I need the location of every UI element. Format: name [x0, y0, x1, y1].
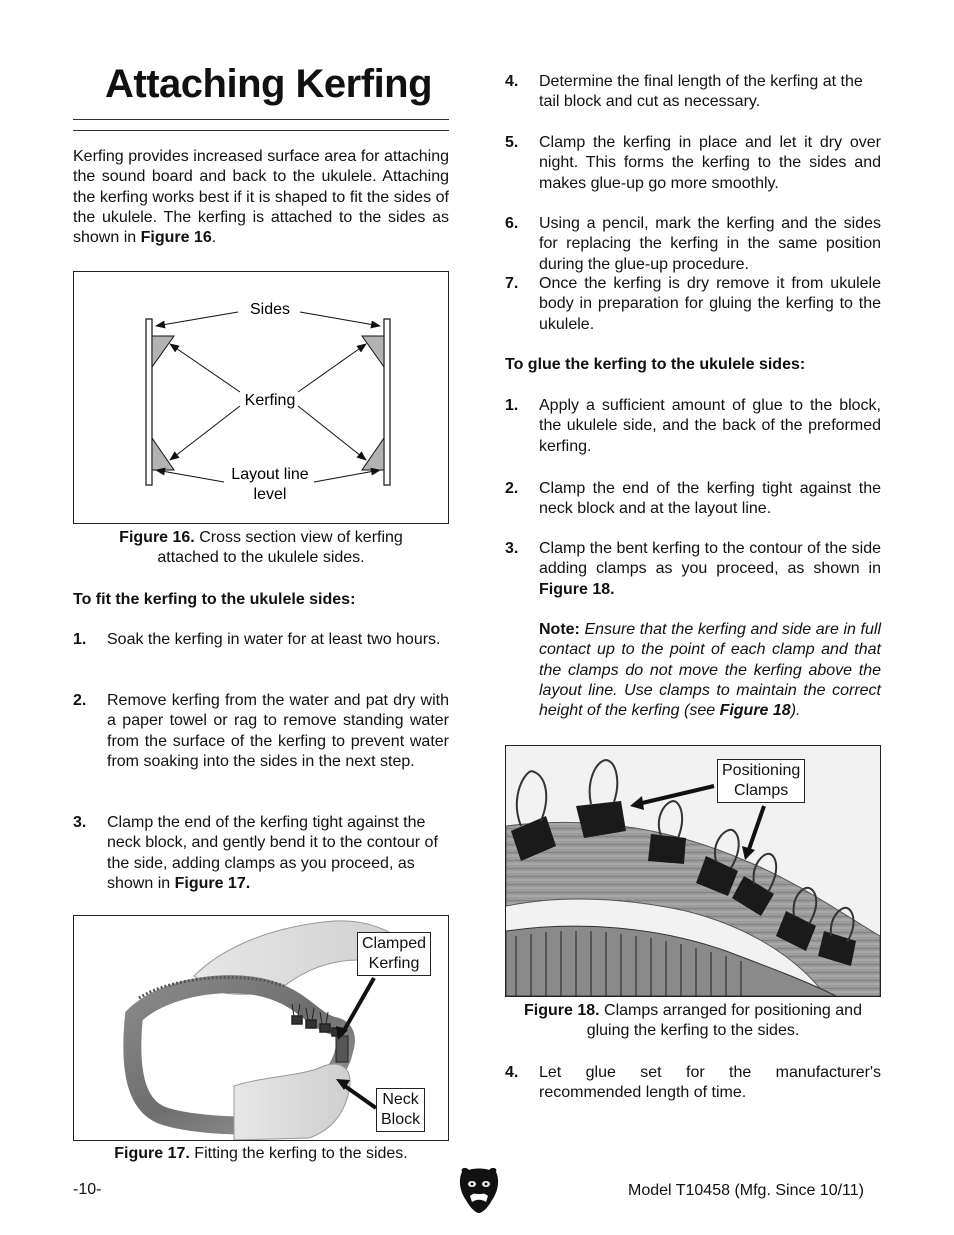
figure-16-diagram	[73, 271, 449, 524]
intro-figure-ref: Figure 16	[140, 229, 212, 247]
glue-step-3: 3. Clamp the bent kerfing to the contour of the side adding clamps as you proceed, as shown in Figure 18.	[505, 540, 881, 598]
fit-step-4: 4. Determine the final length of the kerfing at the tail block and cut as necessary.	[505, 73, 863, 111]
glue-step-2: 2. Clamp the end of the kerfing tight against the neck block and at the layout line.	[505, 480, 881, 518]
fit-step-7: 7. Once the kerfing is dry remove it from ukulele body in preparation for gluing the kerfing to the ukulele.	[505, 275, 881, 333]
page-number: -10-	[73, 1181, 102, 1198]
model-info: Model T10458 (Mfg. Since 10/11)	[628, 1182, 864, 1199]
label-neck-block: Neck Block	[376, 1088, 425, 1132]
label-layout-line: Layout line	[231, 466, 309, 483]
right-side-panel	[384, 319, 390, 485]
label-positioning-clamps: Positioning Clamps	[717, 759, 805, 803]
label-sides: Sides	[249, 301, 291, 318]
title-rule-bottom	[73, 130, 449, 131]
fit-step-5: 5. Clamp the kerfing in place and let it dry over night. This forms the kerfing to the sides and makes glue-up go more smoothly.	[505, 134, 881, 192]
positioning-clamps-illustration	[506, 746, 880, 996]
fit-step-3: 3. Clamp the end of the kerfing tight against the neck block, and gently bend it to the contour of the side, adding clamps as you proceed, as shown in Figure 17.	[73, 814, 438, 892]
kerfing-bottom-right	[362, 438, 384, 470]
fit-step-2: 2. Remove kerfing from the water and pat dry with a paper towel or rag to remove standing water from the surface of the kerfing to prevent water from soaking into the sides in the next step.	[73, 692, 449, 770]
kerfing-cross-section-svg	[74, 272, 448, 523]
label-clamped-kerfing: Clamped Kerfing	[357, 932, 431, 976]
figure-17-photo	[73, 915, 449, 1141]
fit-section-heading: To fit the kerfing to the ukulele sides:	[73, 591, 356, 608]
kerfing-top-right	[362, 336, 384, 367]
intro-paragraph: Kerfing provides increased surface area for attaching the sound board and back to the ukulele. Attaching the kerfing works best if it is shaped to fit the sides of the ukulele. The kerfing is attached to the sides as shown in Figure 16.	[73, 148, 449, 247]
left-side-panel	[146, 319, 152, 485]
fit-step-1: 1. Soak the kerfing in water for at least two hours.	[73, 631, 441, 648]
intro-text: Kerfing provides increased surface area for attaching the sound board and back to the ukulele. Attaching the kerfing works best if it is shaped to fit the sides of the ukulele. The kerfing is attached to the sides as shown in	[73, 148, 449, 247]
glue-note: Note: Ensure that the kerfing and side are in full contact up to the point of each clamp and that the clamps do not move the kerfing above the layout line. Use clamps to maintain the correct height of the kerfing (see Figure 18).	[539, 621, 881, 720]
glue-section-heading: To glue the kerfing to the ukulele sides:	[505, 356, 806, 373]
glue-step-1: 1. Apply a sufficient amount of glue to the block, the ukulele side, and the back of the preformed kerfing.	[505, 397, 881, 455]
label-layout-level: level	[253, 486, 287, 503]
kerfing-bottom-left	[152, 438, 174, 470]
figure-18-caption: Figure 18. Clamps arranged for positioning and gluing the kerfing to the sides.	[524, 1002, 862, 1040]
label-kerfing: Kerfing	[244, 392, 296, 409]
page-title: Attaching Kerfing	[105, 62, 433, 106]
fit-step-6: 6. Using a pencil, mark the kerfing and the sides for replacing the kerfing in the same position during the glue-up procedure.	[505, 215, 881, 273]
figure-17-caption: Figure 17. Fitting the kerfing to the sides.	[114, 1145, 408, 1162]
kerfing-top-left	[152, 336, 174, 367]
figure-16-caption: Figure 16. Cross section view of kerfing attached to the ukulele sides.	[119, 529, 403, 567]
figure-18-photo	[505, 745, 881, 997]
bear-logo-icon	[458, 1166, 500, 1214]
title-rule-top	[73, 119, 449, 120]
glue-step-4: 4. Let glue set for the manufacturer's recommended length of time.	[505, 1064, 881, 1102]
